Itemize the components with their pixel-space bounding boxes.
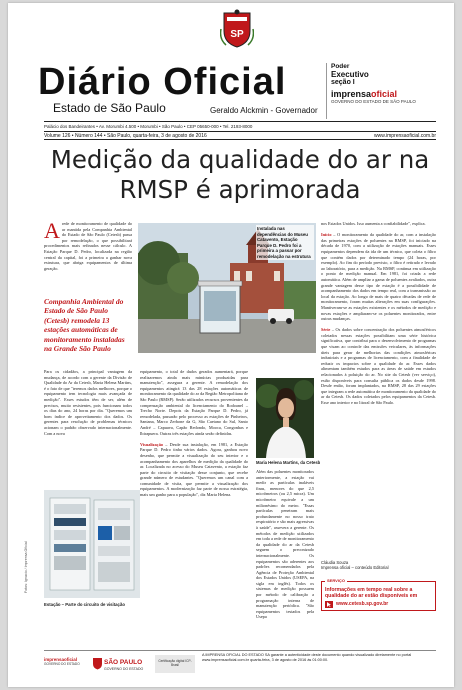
crest-text: SP xyxy=(230,29,244,40)
column-4-text-a: – O monitoramento da qualidade do ar, com a instalação das primeiras estações de poluentes na RMSP, foi iniciado na década de 1970, com a utilização de estações manuais. Esses equipamentos dependem da ida de um técnico, que coleta o filtro que contém dados por determinado tempo (24 horas, por exemplo). Ao fim do período previsto, o filtro é retirado e levado ao laboratório, para a medição. Na RMSP, continua em utilização o ponto de medição manual. Em 1981, foi criada a rede automática. Além de ampliar a gama de poluentes avaliados, outra grande vantagem desse tipo de estação é a possibilidade de acompanhamento dos dados em tempo real, com a transmissão ao local da estação. Ao longo de mais de quatro décadas de rede de monitoramento, foram muitas alterações em suas configurações. Mantiveram-se as estações existentes e os métodos de medição e novas estações e ampliaram-se os poluentes monitorados, entre outras mudanças. xyxy=(321,232,437,322)
column-2-text: equipamento, o total de dados gerados aumentará, porque realizaremos ainda mais minúcias produzidas para manutenção", assegura a gerente. A remodelação dos equipamentos atingirá 13 das 28 estações automáticas de monitoramento da qualidade do ar da Região Metropolitana de São Paulo (RMSP). Serão utilizados recursos provenientes da compensação ambiental do licenciamento do Rodoanel – Trecho Norte. Depois da Estação Parque D. Pedro, já remodelada, passarão pelo processo as estações de Pinheiros, Santana, Marco Zerbone da G, São Caetano do Sul, Santo André – Capuava, Capão Redondo, Mooca, Congonhas e Ibirapuera. Outras três estações ainda serão definidas. xyxy=(140,369,248,436)
lab-photo-caption: Estação – Parte do circuito de visitação xyxy=(44,602,125,607)
column-2 xyxy=(140,369,248,498)
service-link-row xyxy=(325,601,432,608)
footer-logo-imprensa xyxy=(44,655,84,673)
drop-cap: A xyxy=(44,218,60,243)
column-4 xyxy=(321,221,436,406)
subhead-visualizacao: Visualização xyxy=(140,441,163,447)
article-headline: Medição da qualidade do ar na RMSP é aprimorada xyxy=(50,145,430,204)
footer-logo-sp xyxy=(90,655,148,673)
footer-authenticity-text: A IMPRENSA OFICIAL DO ESTADO SA garante a autenticidade deste documento quando visualizado diretamente no portal www.imprensaoficial.com.br quarta-feira, 3 de agosto de 2016 às 01:00:00. xyxy=(202,653,412,662)
article-lead: Companhia Ambiental do Estado de São Paulo (Cetesb) remodela 13 estações automáticas de monitoramento instaladas na Grande São Paulo xyxy=(44,297,125,354)
imprensa-logo-right: oficial xyxy=(371,89,398,99)
credit-author: Cláudia Souza xyxy=(321,560,349,565)
column-2-text-b: – Desde sua instalação, em 1981, a Estação Parque D. Pedro tinha vários dados. Agora, ganhou novo desenho, que permite a visualização do seu interior e o acompanhamento dos aparelhos de medição da qualidade do ar. Localizada no acesso do Museu Catavento, a estação faz parte do circuito de visitação desse conjunto, que recebe grande número de estudantes. "Queremos um canal com a comunidade de visita, que permite a visualização dos equipamentos. A modernização faz parte de nossa estratégia, mais um ganho para a população", diz Maria Helena. xyxy=(140,441,248,498)
poder-label: Poder xyxy=(331,63,350,70)
subhead-inicio: Início xyxy=(321,232,332,238)
credit-org: Imprensa oficial – conteúdo Editorial xyxy=(321,565,389,571)
footer-logo-sp-sub: GOVERNO DO ESTADO xyxy=(104,667,144,671)
service-tag: SERVIÇO xyxy=(327,578,345,583)
masthead-divider xyxy=(326,63,327,119)
newspaper-page xyxy=(8,3,454,687)
imprensa-logo-left: imprensa xyxy=(331,89,372,99)
sp-shield-icon xyxy=(92,657,103,670)
website-link[interactable]: www.imprensaoficial.com.br xyxy=(374,133,436,139)
footer-divider xyxy=(44,650,436,651)
article-intro xyxy=(44,218,132,271)
column-3-text: Além das poluentes monitorados anteriormente, a estação vai medir as partículas inaláveis finas, menores do que 2,5 micrômetros (ou 2,5 micra). Um micrômetro equivale a um milionésimo do metro. "Essas partículas penetram mais profundamente no nosso trato respiratório e são mais agressivas à saúde", assevera a gerente. Os métodos de medição utilizados em toda a rede de monitoramento da qualidade do ar da Cetesb seguem o preconizado internacionalmente. Os equipamentos são aderentes aos padrões recomendados pela Agência de Proteção Ambiental dos Estados Unidos (USEPA, na sigla em inglês). Todos os sistemas de medição possuem por método de calibração a programação interna de manutenção periódica. "São equipamentos testados pela Usepa xyxy=(256,469,314,620)
edition-info: Volume 126 • Número 144 • São Paulo, quarta-feira, 3 de agosto de 2016 xyxy=(44,133,207,139)
subhead-serie: Série xyxy=(321,327,331,333)
footer-logo-sp-name: SÃO PAULO xyxy=(104,659,143,666)
main-photo-caption: Instalada nas dependências do Museu Catavento, Estação Parque D. Pedro foi a primeira a passar por remodelação na estrutura xyxy=(256,225,314,260)
photo-credit-vertical: Fotos: Ignacio / Imprensa Oficial xyxy=(24,541,28,593)
service-url[interactable]: www.cetesb.sp.gov.br xyxy=(336,601,389,608)
footer-certification-badge xyxy=(155,655,195,673)
service-text: Informações em tempo real sobre a qualidade do ar estão disponíveis em xyxy=(325,587,418,600)
masthead-title: Diário Oficial xyxy=(38,61,287,103)
column-4-text-b: – Os dados sobre concentração dos poluentes atmosféricos coletados nessas estações possibilitam uma série histórica significativa, que contribui para o desenvolvimento de programas que visam ao controle das emissões veiculares, às informações úteis para gerar de melhorias das condições atmosféricas industriais e a programas de licenciamento, com a finalidade de reduzir os impactos sobre a qualidade do ar. Esses dados alimentam também estudos para as áreas de saúde em estudos relacionados à poluição do ar. No site da Cetesb (ver serviço), estão disponíveis para consulta pública os dados desde 1998. Desde então, foram implantados, na RMSP, 28 das 29 estações que integram a rede automática de monitoramento da qualidade do ar da Cetesb. Os dados coletados pelos equipamentos da Cetesb. Esse ano interior e no litoral de São Paulo. xyxy=(321,327,436,405)
governor-name: Geraldo Alckmin - Governador xyxy=(210,106,318,115)
footer-logo-imprensa-text: imprensaoficial xyxy=(44,657,78,662)
secao-label: seção I xyxy=(331,79,355,86)
certification-text: Certificação digital ICP-Brasil xyxy=(158,659,192,667)
mouse-icon xyxy=(325,601,333,608)
executivo-label: Executivo xyxy=(331,70,369,79)
gov-caption: GOVERNO DO ESTADO DE SÃO PAULO xyxy=(331,99,416,104)
column-1-text: Para os cidadãos, a principal vantagem da mudança, de acordo com a gerente da Divisão de Qualidade do Ar da Cetesb, Maria Helena Martins, é o fato de que "teremos dados melhores, porque o equipamento tem tecnologia mais avançada de medição". Esses estudos têm de ser, além de precisos, muito resistentes, pois funcionam todos os dias do ano, 24 horas por dia. "Queremos um bom índice de aproveitamento dos dados. Os gerentes para resolução de problemas técnicos acionam o padrão observado internacionalmente. Com a nova xyxy=(44,369,132,436)
imprensa-logo xyxy=(331,89,441,99)
column-4-top: nos Estados Unidos. Isso aumenta a confiabilidade", explica. xyxy=(321,221,426,226)
footer-logo-imprensa-sub: GOVERNO DO ESTADO xyxy=(44,662,80,666)
maria-helena-photo xyxy=(256,378,314,458)
article-credit xyxy=(321,560,436,571)
masthead-subtitle: Estado de São Paulo xyxy=(53,101,166,115)
state-crest-icon xyxy=(220,9,254,49)
service-box xyxy=(321,578,436,611)
edition-bar xyxy=(44,131,436,140)
section-box xyxy=(331,63,441,104)
intro-text: rede de monitoramento de qualidade do ar mantida pela Companhia Ambiental do Estado de São Paulo (Cetesb) passa por remodelação, o que possibilitará procedimentos mais refinados nesse cálculo. A Estação Parque D. Pedro, localizada na região central da capital, foi a primeira a ganhar nova estrutura, que abriga equipamentos de última geração. xyxy=(44,221,132,271)
woman-photo-caption: Maria Helena Martins, da Cetesb xyxy=(256,460,321,465)
station-interior-photo xyxy=(44,490,140,598)
address-line: Palácio dos Bandeirantes • Av. Morumbi 4.500 • Morumbi • São Paulo • CEP 05650-000 • Tel. 2193-8000 xyxy=(44,121,436,129)
